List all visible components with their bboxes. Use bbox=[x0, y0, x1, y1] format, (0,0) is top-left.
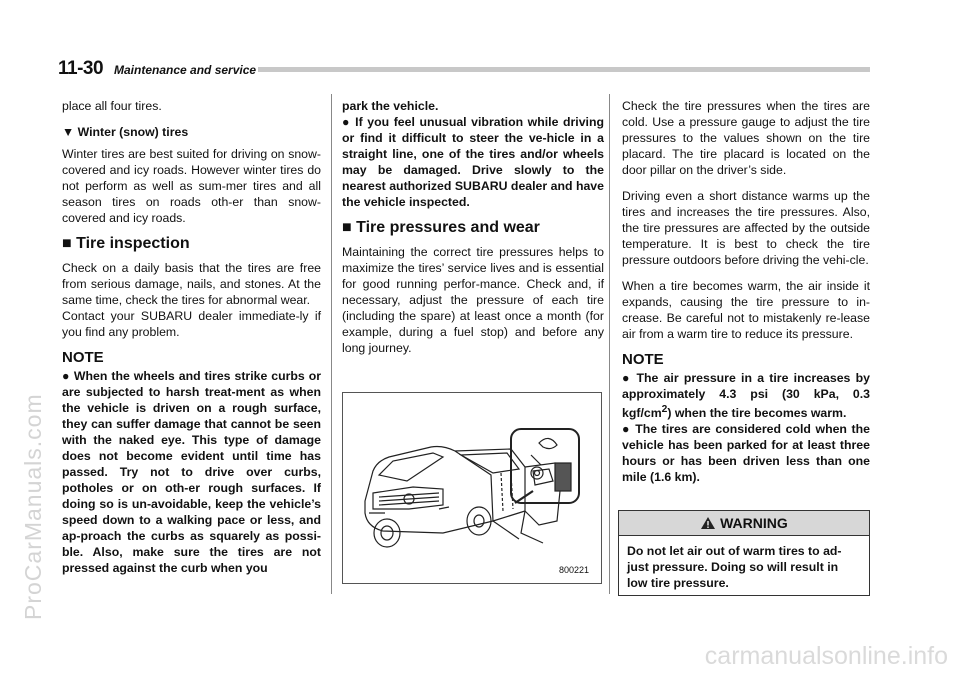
paragraph: Winter tires are best suited for driving on snow-covered and icy roads. However winter tires do not perform as well as sum-mer tires and all season tires on roads oth-er than snow-covered and icy roads. bbox=[62, 147, 321, 225]
note-bullet bbox=[622, 370, 870, 421]
header-rule bbox=[258, 67, 870, 72]
column-1 bbox=[62, 98, 321, 586]
note-heading: NOTE bbox=[622, 351, 664, 368]
tire-inspection-heading: ■ Tire inspection bbox=[62, 235, 190, 252]
note-bullet: ● If you feel unusual vibration while driving or find it difficult to steer the ve-hicle in a straight line, one of the tires and/or wheels may be damaged. Drive slowly to the nearest authorized SUBARU dealer and have the vehicle inspected. bbox=[342, 115, 604, 209]
vehicle-illustration bbox=[343, 393, 601, 583]
note-text: ● When the wheels and tires strike curbs or are subjected to harsh treat-ment as when the vehicle is driven on a rough surface, they can suffer damage that cannot be seen with the naked eye. This type of damage does not become evident until time has passed. Try not to drive over curbs, potholes or on oth-er rough surfaces. If doing so is un-avoidable, keep the vehicle’s speed down to a walking pace or less, and ap-proach the curbs as squarely as possi-ble. Also, make sure the tires are not pressed against the curb when you bbox=[62, 369, 321, 575]
warning-icon bbox=[700, 516, 716, 530]
paragraph: When a tire becomes warm, the air inside it expands, causing the tire pressure to in-crease. Be careful not to mistakenly re-lease air from a warm tire to reduce its pressure. bbox=[622, 279, 870, 341]
warning-box bbox=[618, 510, 870, 596]
watermark-left: ProCarManuals.com bbox=[20, 393, 46, 620]
note-text-continued: park the vehicle. bbox=[342, 99, 439, 113]
paragraph: Driving even a short distance warms up the tires and increases the tire pressures. Also, the tire pressures are affected by the outside temperature. It is best to check the tire pressure outdoors before driving the vehi-cle. bbox=[622, 189, 870, 267]
paragraph: Contact your SUBARU dealer immediate-ly if you find any problem. bbox=[62, 309, 321, 339]
paragraph: Check on a daily basis that the tires are free from serious damage, nails, and stones. At the same time, check the tires for abnormal wear. bbox=[62, 261, 321, 307]
note-text: ) when the tire becomes warm. bbox=[667, 406, 847, 421]
paragraph: Maintaining the correct tire pressures helps to maximize the tires’ service lives and is essential for good running perfor-mance. Check and, if necessary, adjust the pressure of each tire (including the spare) at least once a month (for example, during a fuel stop) and before any long journey. bbox=[342, 245, 604, 355]
page-header bbox=[58, 58, 870, 80]
column-3 bbox=[622, 98, 870, 495]
watermark-bottom: carmanualsonline.info bbox=[704, 642, 948, 670]
page-number: 11-30 bbox=[58, 58, 104, 79]
column-2 bbox=[342, 98, 604, 366]
note-text: ● The air pressure in a tire increases by approximately 4.3 psi (30 kPa, 0.3 kgf/cm bbox=[622, 371, 870, 421]
warning-text: Do not let air out of warm tires to ad-just pressure. Doing so will result in low tire pressure. bbox=[627, 544, 842, 590]
paragraph: place all four tires. bbox=[62, 99, 162, 113]
figure-code: 800221 bbox=[558, 565, 589, 575]
column-divider bbox=[609, 94, 610, 594]
column-divider bbox=[331, 94, 332, 594]
superscript: 2 bbox=[661, 404, 668, 415]
winter-tires-subheading: ▼ Winter (snow) tires bbox=[62, 125, 189, 139]
warning-label: WARNING bbox=[720, 515, 788, 531]
section-title: Maintenance and service bbox=[114, 63, 257, 77]
warning-header bbox=[619, 511, 869, 536]
note-heading: NOTE bbox=[62, 349, 104, 366]
tire-pressures-heading: ■ Tire pressures and wear bbox=[342, 219, 540, 236]
tire-placard-illustration bbox=[342, 392, 602, 584]
paragraph: Check the tire pressures when the tires are cold. Use a pressure gauge to adjust the tire pressures to the values shown on the tire placard. The tire placard is located on the door pillar on the driver’s side. bbox=[622, 99, 870, 177]
note-bullet: ● The tires are considered cold when the vehicle has been parked for at least three hours or has been driven less than one mile (1.6 km). bbox=[622, 422, 870, 485]
